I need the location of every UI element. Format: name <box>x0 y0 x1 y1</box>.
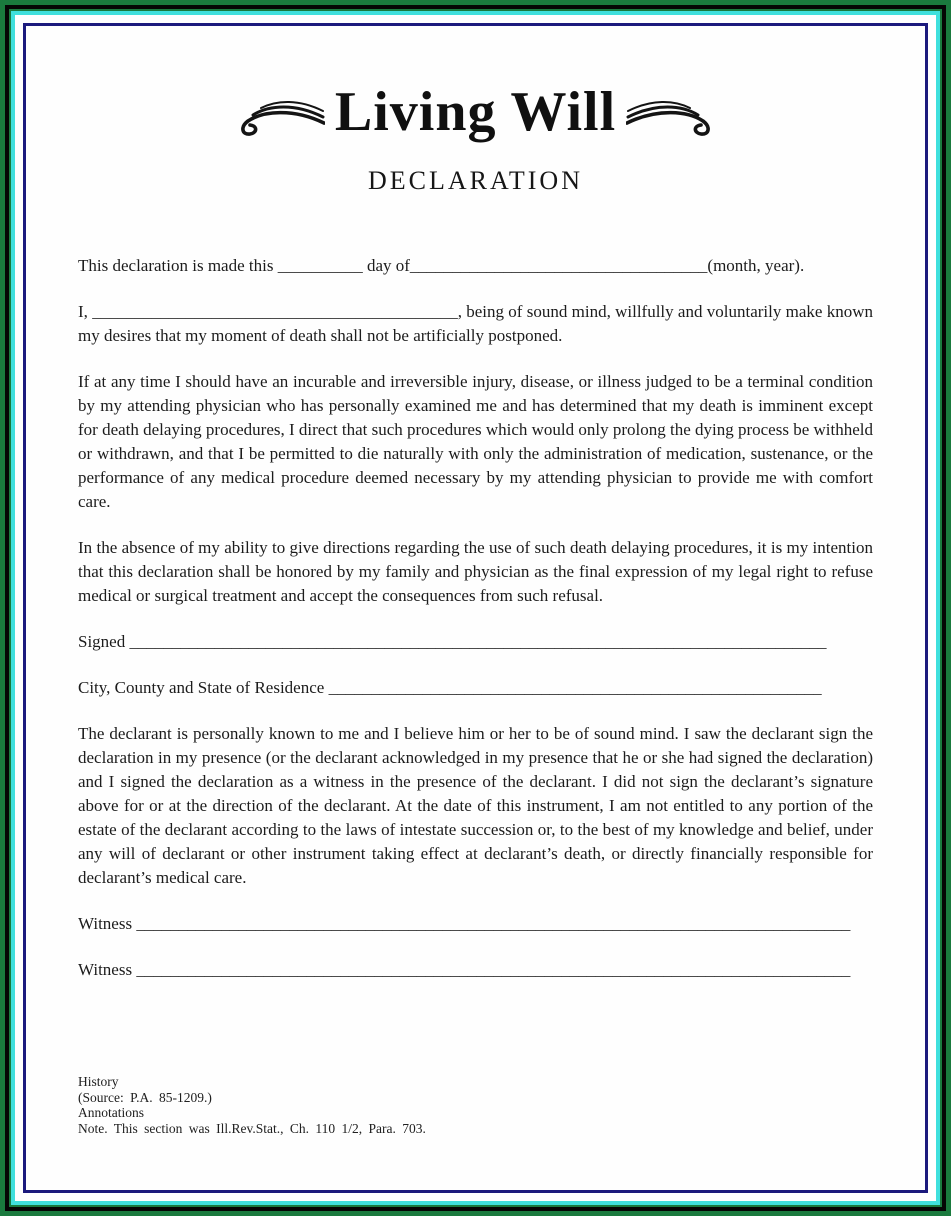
page-border-cyan <box>11 11 940 1205</box>
document-title-row <box>78 81 873 143</box>
date-line-middle: day of <box>362 256 410 275</box>
signed-label: Signed <box>78 632 130 651</box>
date-line-prefix: This declaration is made this <box>78 256 278 275</box>
intro-prefix: I, <box>78 302 93 321</box>
residence-line <box>78 676 873 700</box>
document-header <box>78 26 873 196</box>
day-blank: __________ <box>277 256 363 275</box>
witness1-blank: ____________________________________________________________________________________ <box>136 914 851 933</box>
document-subtitle: DECLARATION <box>368 166 583 195</box>
witness2-label: Witness <box>78 960 137 979</box>
flourish-right-icon <box>626 96 710 146</box>
flourish-left-icon <box>241 96 325 146</box>
page-inner-navy-rule <box>23 23 928 1193</box>
date-line-suffix: (month, year). <box>707 256 805 275</box>
signed-line <box>78 630 873 654</box>
document-body <box>78 196 873 1004</box>
witness1-line <box>78 912 873 936</box>
annotations-heading: Annotations <box>78 1105 144 1120</box>
signed-blank: __________________________________________________________________________________ <box>129 632 827 651</box>
date-line <box>78 254 873 278</box>
history-heading: History <box>78 1074 119 1089</box>
residence-label: City, County and State of Residence <box>78 678 329 697</box>
source-line: (Source: P.A. 85-1209.) <box>78 1089 212 1105</box>
witness2-blank: ____________________________________________________________________________________ <box>136 960 851 979</box>
statute-history-footer <box>78 1074 873 1136</box>
witness-attestation-paragraph: The declarant is personally known to me and I believe him or her to be of sound mind. I saw the declarant sign the declaration in my presence (or the declarant acknowledged in my presence that he or she had signed the declaration) and I signed the declaration as a witness in the presence of the declarant. I did not sign the declarant’s signature above for or at the direction of the declarant. At the date of this instrument, I am not entitled to any portion of the estate of the declarant according to the laws of intestate succession or, to the best of my knowledge and belief, under any will of declarant or other instrument taking effect at declarant’s death, or directly financially responsible for declarant’s medical care. <box>78 724 873 887</box>
page-border-inner-green <box>9 9 942 1207</box>
month-year-blank: ___________________________________ <box>409 256 708 275</box>
declarant-intro-paragraph <box>78 300 873 348</box>
terminal-condition-paragraph: If at any time I should have an incurable and irreversible injury, disease, or illness judged to be a terminal condition by my attending physician who has personally examined me and has determined that my death is imminent except for death delaying procedures, I direct that such procedures which would only prolong the dying process be withheld or withdrawn, and that I be permitted to die naturally with only the administration of medication, sustenance, or the performance of any medical procedure deemed necessary by my attending physician to provide me with comfort care. <box>78 372 873 511</box>
document-title: Living Will <box>334 81 617 143</box>
residence-blank: __________________________________________________________ <box>328 678 822 697</box>
note-line: Note. This section was Ill.Rev.Stat., Ch. 110 1/2, Para. 703. <box>78 1120 426 1136</box>
witness1-label: Witness <box>78 914 137 933</box>
intention-paragraph: In the absence of my ability to give directions regarding the use of such death delaying procedures, it is my intention that this declaration shall be honored by my family and physician as the final expression of my legal right to refuse medical or surgical treatment and accept the consequences from such refusal. <box>78 538 873 605</box>
witness2-line <box>78 958 873 982</box>
intro-suffix: , being of sound mind, willfully and voluntarily make known my desires that my moment of death shall not be artificially postponed. <box>78 302 874 345</box>
declarant-name-blank: ___________________________________________ <box>92 302 458 321</box>
page-border-white-gap <box>15 15 936 1201</box>
page-border-black <box>5 5 946 1211</box>
